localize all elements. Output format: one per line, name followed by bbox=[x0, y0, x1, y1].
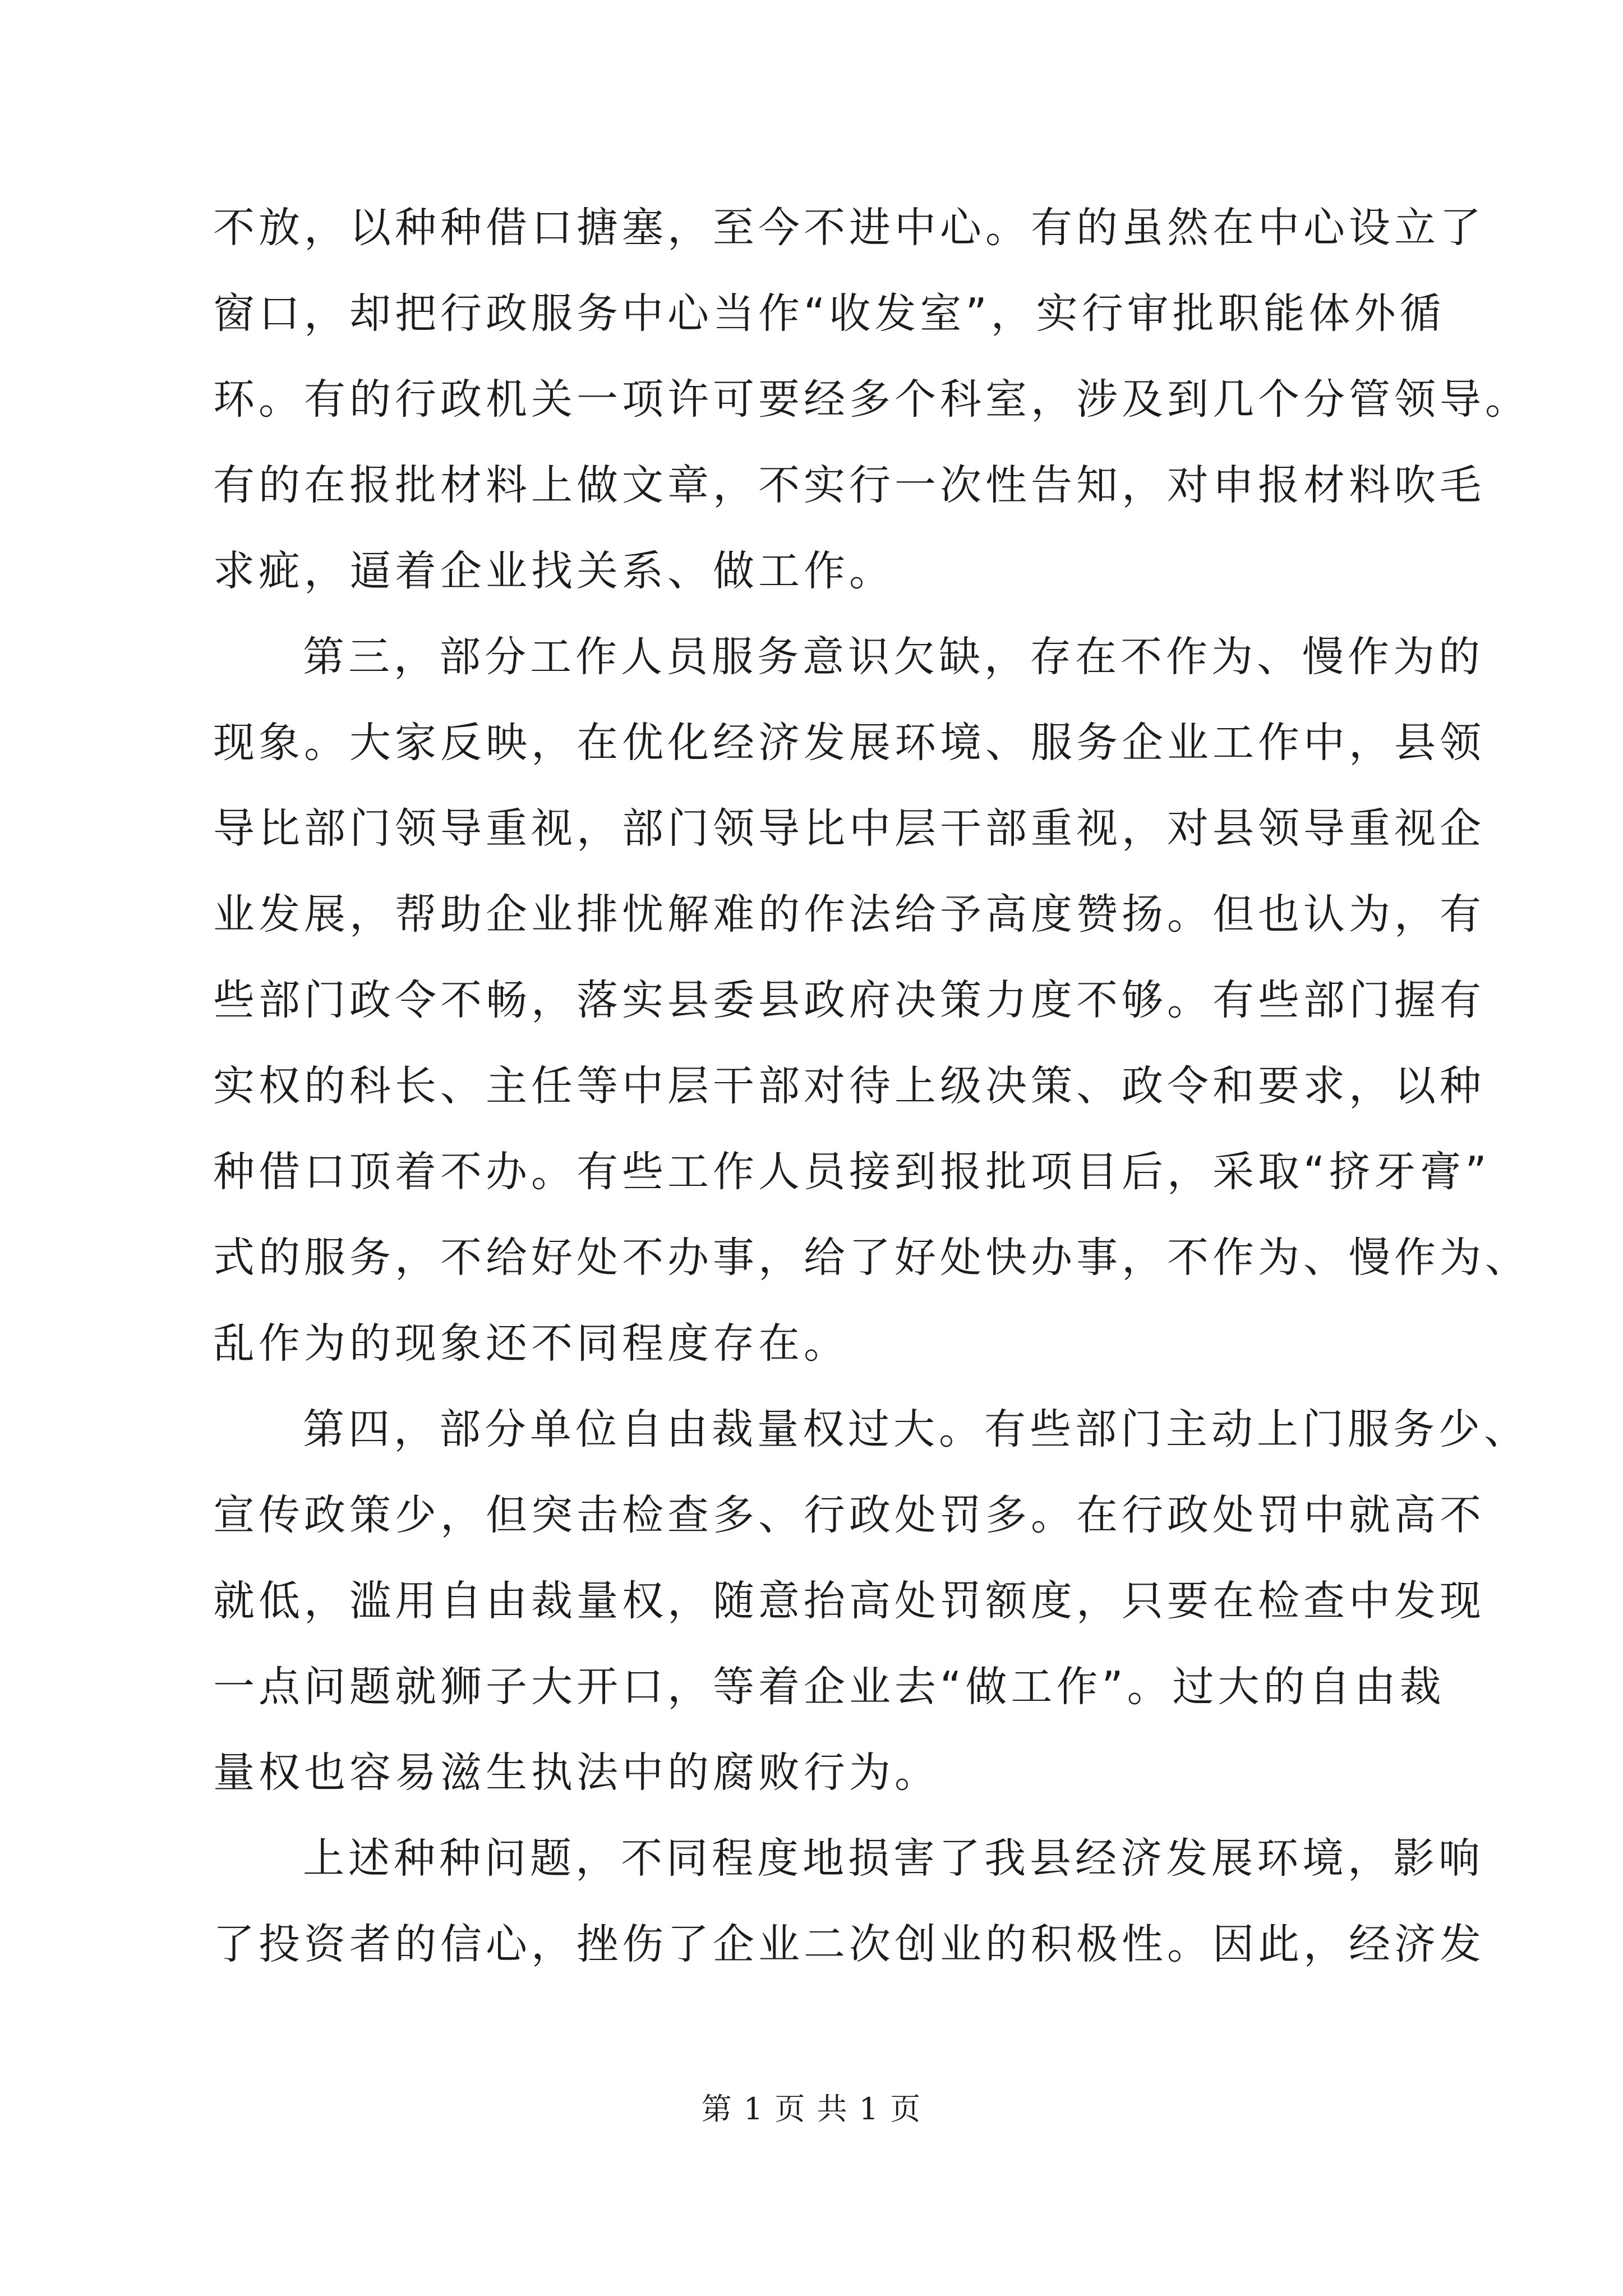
text-line: 宣传政策少，但突击检查多、行政处罚多。在行政处罚中就高不 bbox=[213, 1491, 1485, 1539]
text-line: 不放，以种种借口搪塞，至今不进中心。有的虽然在中心设立了 bbox=[213, 204, 1485, 252]
text-line: 业发展，帮助企业排忧解难的作法给予高度赞扬。但也认为，有 bbox=[213, 890, 1485, 938]
page-number-footer: 第 1 页 共 1 页 bbox=[701, 2091, 922, 2127]
text-line: 有的在报批材料上做文章，不实行一次性告知，对申报材料吹毛 bbox=[213, 461, 1485, 509]
text-line: 就低，滥用自由裁量权，随意抬高处罚额度，只要在检查中发现 bbox=[213, 1577, 1485, 1625]
text-line: 窗口，却把行政服务中心当作“收发室”，实行审批职能体外循 bbox=[213, 289, 1445, 338]
text-line: 实权的科长、主任等中层干部对待上级决策、政令和要求，以种 bbox=[213, 1062, 1485, 1110]
text-line: 环。有的行政机关一项许可要经多个科室，涉及到几个分管领导。 bbox=[213, 375, 1530, 424]
text-line: 量权也容易滋生执法中的腐败行为。 bbox=[213, 1749, 940, 1797]
paragraph-first-line: 第三，部分工作人员服务意识欠缺，存在不作为、慢作为的 bbox=[303, 633, 1484, 681]
text-line: 乱作为的现象还不同程度存在。 bbox=[213, 1319, 849, 1368]
text-line: 一点问题就狮子大开口，等着企业去“做工作”。过大的自由裁 bbox=[213, 1663, 1445, 1711]
paragraph-first-line: 第四，部分单位自由裁量权过大。有些部门主动上门服务少、 bbox=[303, 1405, 1529, 1453]
text-line: 种借口顶着不办。有些工作人员接到报批项目后，采取“挤牙膏” bbox=[213, 1148, 1491, 1196]
text-line: 现象。大家反映，在优化经济发展环境、服务企业工作中，县领 bbox=[213, 719, 1485, 767]
paragraph-first-line: 上述种种问题，不同程度地损害了我县经济发展环境，影响 bbox=[303, 1834, 1484, 1883]
text-line: 了投资者的信心，挫伤了企业二次创业的积极性。因此，经济发 bbox=[213, 1920, 1485, 1968]
text-line: 些部门政令不畅，落实县委县政府决策力度不够。有些部门握有 bbox=[213, 976, 1485, 1024]
text-line: 求疵，逼着企业找关系、做工作。 bbox=[213, 547, 895, 595]
text-line: 式的服务，不给好处不办事，给了好处快办事，不作为、慢作为、 bbox=[213, 1234, 1530, 1282]
text-line: 导比部门领导重视，部门领导比中层干部重视，对县领导重视企 bbox=[213, 804, 1485, 853]
